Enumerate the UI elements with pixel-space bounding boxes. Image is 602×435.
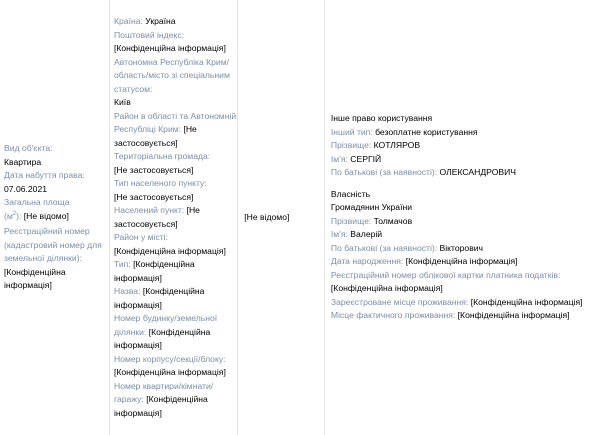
field-value: СЕРГІЙ bbox=[350, 153, 382, 164]
field-label: Реєстраційний номер (кадастровий номер для земельної ділянки): bbox=[4, 226, 102, 264]
address-building-number bbox=[114, 312, 237, 353]
object-value: [Не відомо] bbox=[244, 211, 290, 222]
right-field bbox=[331, 153, 602, 167]
field-label: Номер корпусу/секції/блоку: bbox=[114, 353, 226, 364]
address-district bbox=[114, 110, 237, 151]
field-label: Ім'я: bbox=[330, 153, 351, 164]
field-label: Район у місті: bbox=[114, 232, 168, 242]
right-subheading: Громадянин України bbox=[330, 202, 413, 213]
field-label: Тип населеного пункту: bbox=[114, 178, 207, 188]
field-value: [Конфіденційна інформація] bbox=[114, 367, 226, 377]
right-block-usage bbox=[331, 112, 602, 180]
right-field bbox=[331, 228, 602, 242]
field-value: [Конфіденційна інформація] bbox=[114, 245, 226, 256]
field-label: Місце фактичного проживання: bbox=[330, 310, 458, 321]
address-street-type bbox=[114, 258, 237, 285]
field-value: [Конфіденційна інформація] bbox=[114, 259, 195, 283]
address-apartment-number bbox=[114, 380, 237, 421]
right-field bbox=[331, 255, 602, 269]
right-field bbox=[331, 139, 602, 153]
field-label: Зареєстроване місце проживання: bbox=[330, 296, 471, 307]
field-label: Загальна площа bbox=[4, 197, 70, 208]
address-community bbox=[114, 150, 237, 177]
field-label: Прізвище: bbox=[330, 215, 374, 226]
field-value: [Конфіденційна інформація] bbox=[114, 286, 205, 310]
unit-superscript: 2 bbox=[12, 210, 17, 217]
field-value: Квартира bbox=[4, 156, 42, 167]
address-street-name bbox=[114, 285, 237, 312]
address-cell bbox=[110, 0, 238, 435]
field-value: [Не застосовується] bbox=[114, 124, 197, 148]
address-settlement-type bbox=[114, 177, 237, 204]
field-label: Інший тип: bbox=[330, 126, 376, 137]
block-spacer bbox=[331, 180, 602, 188]
address-settlement bbox=[114, 204, 237, 231]
field-value: [Конфіденційна інформація] bbox=[457, 310, 570, 321]
right-heading: Інше право користування bbox=[330, 113, 433, 124]
field-value: Вікторович bbox=[439, 242, 484, 253]
right-block-ownership bbox=[331, 188, 602, 323]
field-value: Україна bbox=[145, 16, 176, 26]
field-value: [Не застосовується] bbox=[114, 191, 194, 202]
field-label: Населений пункт: bbox=[114, 205, 187, 215]
field-value: ОЛЕКСАНДРОВИЧ bbox=[439, 167, 517, 178]
field-value: [Не застосовується] bbox=[114, 164, 194, 175]
field-value: Київ bbox=[114, 97, 131, 107]
field-label: По батькові (за наявності): bbox=[330, 242, 440, 253]
field-value: КОТЛЯРОВ bbox=[373, 140, 421, 151]
right-field bbox=[331, 242, 602, 256]
field-value: [Конфіденційна інформація] bbox=[4, 266, 66, 291]
field-label: По батькові (за наявності): bbox=[330, 167, 440, 178]
field-label: Тип: bbox=[114, 259, 134, 269]
address-city-district bbox=[114, 231, 237, 258]
right-field bbox=[331, 269, 602, 296]
right-field bbox=[331, 309, 602, 323]
field-value: Толмачов bbox=[373, 215, 413, 226]
field-value: [Конфіденційна інформація] bbox=[330, 283, 443, 294]
field-value: [Конфіденційна інформація] bbox=[114, 43, 226, 53]
registration-number bbox=[4, 225, 109, 293]
field-label: Автономна Республіка Крим/область/місто зі спеціальним статусом: bbox=[114, 56, 230, 94]
address-region bbox=[114, 56, 237, 110]
field-value: [Не застосовується] bbox=[114, 205, 200, 229]
field-label: Вид об'єкта: bbox=[4, 143, 53, 154]
address-block-number bbox=[114, 353, 237, 380]
field-label: Реєстраційний номер облікової картки платника податків: bbox=[330, 269, 561, 280]
field-value: [Конфіденційна інформація] bbox=[405, 256, 518, 267]
right-field bbox=[331, 166, 602, 180]
field-label: Дата набуття права: bbox=[4, 170, 85, 181]
unit-label bbox=[4, 211, 19, 221]
rights-cell bbox=[324, 0, 602, 435]
value-cell bbox=[238, 0, 325, 435]
right-heading: Власність bbox=[330, 188, 371, 199]
field-label: Прізвище: bbox=[330, 140, 374, 151]
label-colon: : bbox=[19, 210, 24, 221]
object-type bbox=[4, 142, 109, 169]
total-area bbox=[4, 196, 109, 223]
field-value: [Не відомо] bbox=[23, 210, 69, 221]
right-field bbox=[331, 215, 602, 229]
field-value: [Конфіденційна інформація] bbox=[470, 296, 583, 307]
acquisition-date bbox=[4, 169, 109, 196]
field-label: Поштовий індекс: bbox=[114, 29, 185, 40]
field-label: Територіальна громада: bbox=[114, 151, 211, 161]
right-field bbox=[331, 126, 602, 140]
field-value: безоплатне користування bbox=[375, 126, 478, 137]
field-label: Номер будинку/земельної ділянки: bbox=[114, 313, 218, 337]
field-label: Країна: bbox=[114, 16, 146, 26]
object-info-cell bbox=[0, 0, 110, 435]
address-country bbox=[114, 15, 237, 29]
field-label: Дата народження: bbox=[330, 256, 406, 267]
unit-close: ) bbox=[16, 210, 19, 221]
right-field bbox=[331, 296, 602, 310]
field-value: [Конфіденційна інформація] bbox=[114, 326, 211, 350]
field-label: Номер квартири/кімнати/гаражу: bbox=[114, 380, 214, 404]
field-value: [Конфіденційна інформація] bbox=[114, 394, 208, 418]
field-label: Назва: bbox=[114, 286, 143, 296]
unit-base: (м bbox=[4, 210, 13, 221]
field-label: Ім'я: bbox=[330, 229, 351, 240]
field-label: Район в області та Автономній Республіці Крим: bbox=[114, 110, 237, 134]
field-value: 07.06.2021 bbox=[4, 183, 48, 194]
field-value: Валерій bbox=[350, 229, 383, 240]
address-postcode bbox=[114, 29, 237, 56]
